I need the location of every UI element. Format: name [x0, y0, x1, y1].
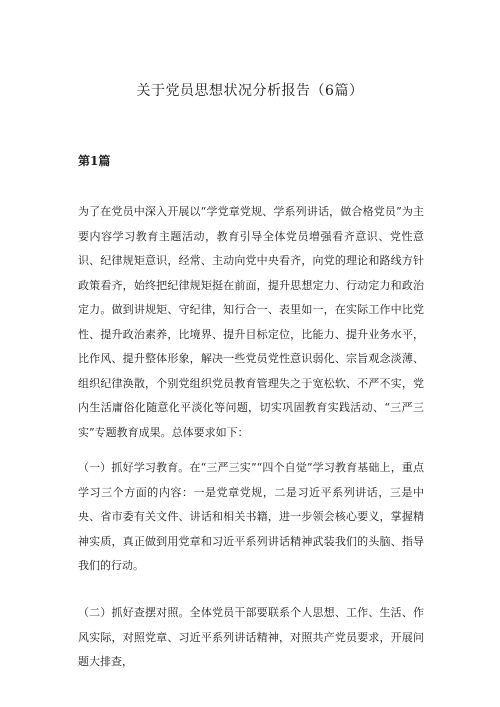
document-title: 关于党员思想状况分析报告（6篇）	[136, 83, 364, 99]
paragraph-intro: 为了在党员中深入开展以“学党章党规、学系列讲话，做合格党员”为主要内容学习教育主题活动，教育引导全体党员增强看齐意识、党性意识、纪律规矩意识，经常、主动向党中央看齐，向党的理论和路线方针政策看齐，始终把纪律规矩挺在前面，提升思想定力、行动定力和政治定力。做到讲规矩、守纪律，知行合一、表里如一，在实际工作中比党性、提升政治素养，比境界、提升目标定位，比能力、提升业务水平，比作风、提升整体形象，解决一些党员党性意识弱化、宗旨观念淡薄、组织纪律涣散，个别党组织党员教育管理失之于宽松软、不严不实，党内生活庸俗化随意化平淡化等问题，切实巩固教育实践活动、“三严三实”专题教育成果。总体要求如下：	[78, 205, 424, 439]
paragraph-study-education: （一）抓好学习教育。在“三严三实”“四个自觉”学习教育基础上，重点学习三个方面的内容：一是党章党规，二是习近平系列讲话，三是中央、省市委有关文件、讲话和相关书籍，进一步领会核心要义，掌握精神实质，真正做到用党章和习近平系列讲话精神武装我们的头脑、指导我们的行动。	[78, 461, 424, 572]
paragraph-self-check: （二）抓好查摆对照。全体党员干部要联系个人思想、工作、生活、作风实际，对照党章、习近平系列讲话精神，对照共产党员要求，开展问题大排查，	[78, 606, 424, 668]
section-heading: 第1篇	[78, 154, 111, 168]
